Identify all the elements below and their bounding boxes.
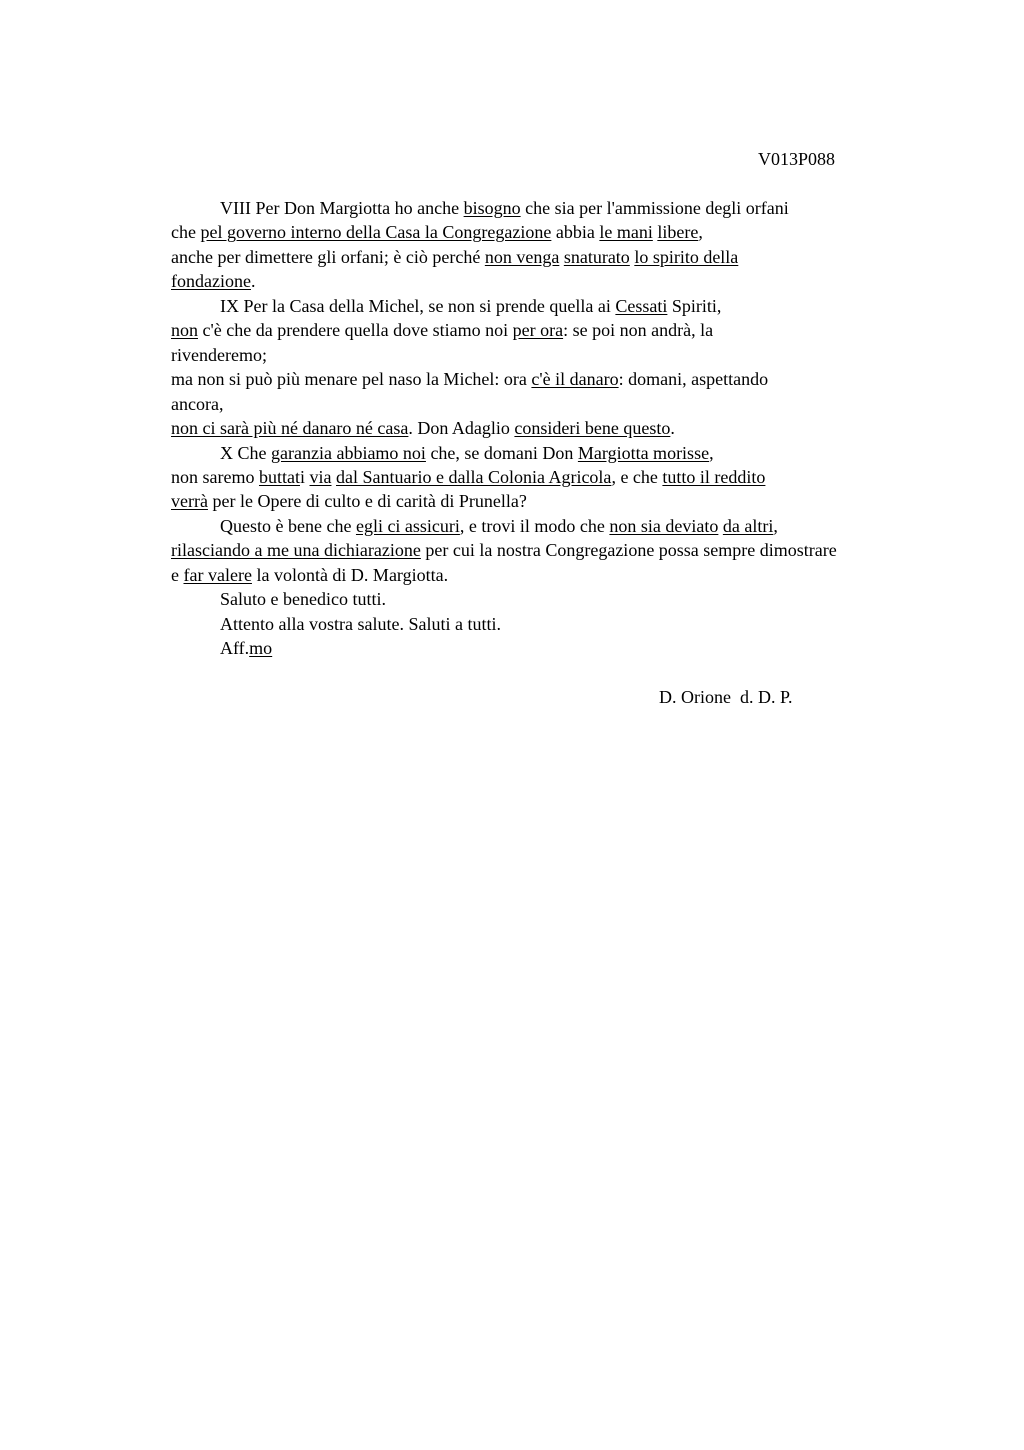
text-segment: X Che [220,442,271,463]
letter-line [171,392,223,416]
text-segment: VIII Per Don Margiotta ho anche [220,198,464,218]
letter-line [171,465,765,489]
text-segment: la volontà di D. Margiotta. [251,564,449,585]
text-segment: Saluto e benedico tutti. [220,589,386,610]
underlined-text: garanzia abbiamo noi [271,442,426,463]
text-segment: i [299,466,310,487]
text-segment: . [250,271,256,292]
text-segment: per le Opere di culto e di carità di Prunella? [207,491,527,512]
text-segment: rivenderemo; [171,344,267,365]
letter-line [220,514,778,538]
text-segment: , [773,515,778,536]
text-segment: Attento alla vostra salute. Saluti a tutti. [220,613,501,634]
text-segment: , [709,442,714,463]
text-segment: Questo è bene che [220,515,356,536]
letter-line [220,196,789,220]
underlined-text: le mani [599,222,653,243]
text-segment: non saremo [171,466,259,487]
text-segment: che [171,222,201,243]
underlined-text: Cessati [615,295,668,316]
letter-line [171,220,703,244]
underlined-text: consideri bene questo [514,418,671,439]
text-segment: che sia per l'ammissione degli orfani [520,198,789,218]
document-id: V013P088 [758,149,836,169]
underlined-text: mo [249,638,273,659]
letter-line [171,538,837,562]
text-segment: , [698,222,703,243]
letter-line [171,343,267,367]
text-segment: , e trovi il modo che [459,515,610,536]
underlined-text: Margiotta morisse [577,442,710,463]
letter-line [171,269,255,293]
underlined-text: far valere [183,564,252,585]
signature: D. Orione d. D. P. [659,687,793,707]
underlined-text: buttat [258,466,300,487]
underlined-text: lo spirito della [634,246,739,267]
text-segment: e [171,564,184,585]
text-segment: ancora, [171,393,224,414]
letter-line [220,636,272,660]
letter-line [220,441,714,465]
underlined-text: rilasciando a me una dichiarazione [171,540,421,561]
text-segment: : domani, aspettando [618,369,769,390]
letter-line [171,416,675,440]
underlined-text: snaturato [563,246,630,267]
letter-line [220,612,501,636]
underlined-text: egli ci assicuri [355,515,460,536]
text-segment: c'è che da prendere quella dove stiamo noi [198,320,513,341]
text-segment: anche per dimettere gli orfani; è ciò perché [171,246,485,267]
underlined-text: non ci sarà più né danaro né casa [171,418,409,439]
letter-line [171,489,527,513]
text-segment: Aff. [220,638,250,659]
text-segment: , e che [611,466,663,487]
underlined-text: via [309,466,332,487]
underlined-text: da altri [722,515,774,536]
text-segment: che, se domani Don [425,442,578,463]
underlined-text: tutto il reddito [662,466,766,487]
underlined-text: dal Santuario e dalla Colonia Agricola [336,466,612,487]
text-segment: IX Per la Casa della Michel, se non si prende quella ai [220,295,616,316]
letter-line [220,587,386,611]
letter-line [220,294,721,318]
text-segment: ma non si può più menare pel naso la Michel: ora [171,369,532,390]
text-segment: per cui la nostra Congregazione possa sempre dimostrare [420,540,837,561]
letter-line [171,318,713,342]
underlined-text: non sia deviato [609,515,719,536]
underlined-text: verrà [171,491,208,512]
underlined-text: c'è il danaro [531,369,619,390]
text-segment: : se poi non andrà, la [563,320,714,341]
letter-line [171,245,738,269]
text-segment: abbia [551,222,600,243]
underlined-text: pel governo interno della Casa la Congregazione [200,222,552,243]
text-segment: Spiriti, [667,295,722,316]
underlined-text: libere [657,222,699,243]
letter-line [171,367,768,391]
text-segment: . Don Adaglio [408,418,515,439]
text-segment: . [670,418,675,439]
underlined-text: non venga [484,246,560,267]
underlined-text: per ora [512,320,564,341]
underlined-text: non [171,320,198,341]
underlined-text: fondazione [171,271,251,292]
letter-line [171,563,448,587]
underlined-text: bisogno [463,198,521,218]
